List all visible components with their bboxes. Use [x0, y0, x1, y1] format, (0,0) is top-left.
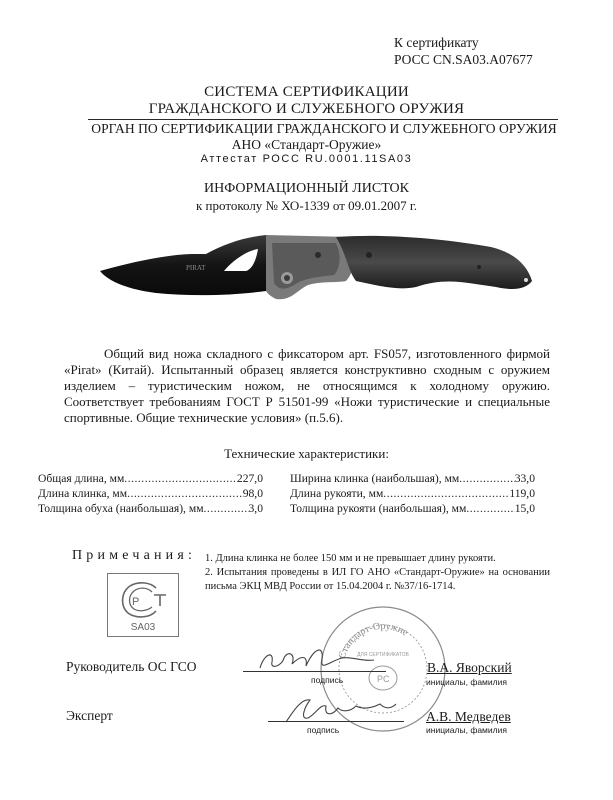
spec-row-handle-length [290, 486, 535, 501]
spec-value: 3,0 [248, 502, 263, 515]
certificate-ref-number: РОСС CN.SA03.A07677 [394, 52, 533, 67]
spec-label: Толщина рукояти (наибольшая), мм [290, 502, 467, 515]
spec-row-blade-length [38, 486, 263, 501]
spec-value: 33,0 [514, 472, 535, 485]
spec-row-spine-thickness [38, 501, 263, 516]
organization-name: АНО «Стандарт-Оружие» [231, 137, 382, 152]
document-title: ИНФОРМАЦИОННЫЙ ЛИСТОК [203, 181, 410, 196]
spec-row-blade-width [290, 471, 535, 486]
system-title-line1: СИСТЕМА СЕРТИФИКАЦИИ [204, 84, 409, 100]
specs-title: Технические характеристики: [224, 446, 389, 461]
spec-value: 15,0 [514, 502, 535, 515]
stamp-inner-text: ДЛЯ СЕРТИФИКАТОВ [357, 652, 409, 658]
blade-logo: PIRAT [186, 264, 206, 272]
attestat-number: Аттестат РОСС RU.0001.11SA03 [200, 153, 413, 165]
notes-list [205, 552, 550, 594]
gost-conformity-mark [107, 573, 179, 637]
head-role-label: Руководитель ОС ГСО [66, 659, 197, 674]
notes-label: Примечания: [72, 548, 197, 563]
head-name-caption: инициалы, фамилия [426, 677, 507, 687]
spec-row-total-length [38, 471, 263, 486]
head-signature-line [243, 671, 386, 672]
spec-value: 119,0 [509, 487, 535, 500]
spec-label: Длина клинка, мм [38, 487, 128, 500]
specs-left-column [38, 471, 263, 516]
head-name: В.А. Яворский [427, 660, 512, 675]
header-divider [88, 119, 558, 120]
protocol-reference: к протоколу № ХО-1339 от 09.01.2007 г. [195, 198, 418, 213]
knife-image [96, 225, 536, 310]
certification-organ: ОРГАН ПО СЕРТИФИКАЦИИ ГРАЖДАНСКОГО И СЛУЖЕБНОГО ОРУЖИЯ [91, 121, 557, 136]
spec-row-handle-thickness [290, 501, 535, 516]
gost-mark-code: SA03 [130, 622, 156, 633]
expert-signature-caption: подпись [307, 725, 340, 735]
spec-label: Ширина клинка (наибольшая), мм [290, 472, 460, 485]
expert-role-label: Эксперт [66, 708, 113, 723]
spec-label: Длина рукояти, мм [290, 487, 384, 500]
specs-right-column [290, 471, 535, 516]
expert-name-caption: инициалы, фамилия [426, 725, 507, 735]
pct-mark-icon [108, 574, 178, 636]
certificate-reference [394, 34, 533, 68]
expert-signature-line [268, 721, 404, 722]
spec-value: 227,0 [236, 472, 263, 485]
svg-text:P: P [132, 596, 140, 608]
certificate-ref-line1: К сертификату [394, 35, 479, 50]
spec-label: Общая длина, мм [38, 472, 125, 485]
head-signature-caption: подпись [311, 675, 344, 685]
expert-name: А.В. Медведев [426, 709, 511, 724]
note-item: 1. Длина клинка не более 150 мм и не превышает длину рукояти. [205, 553, 496, 564]
system-title-line2: ГРАЖДАНСКОГО И СЛУЖЕБНОГО ОРУЖИЯ [148, 101, 465, 117]
spec-value: 98,0 [242, 487, 263, 500]
svg-text:PC: PC [377, 674, 390, 684]
head-signature-icon [252, 640, 382, 680]
stamp-outer-text: Стандарт-Оружие [336, 620, 410, 661]
spec-label: Толщина обуха (наибольшая), мм [38, 502, 204, 515]
knife-description [64, 346, 550, 426]
note-item: 2. Испытания проведены в ИЛ ГО АНО «Стандарт-Оружие» на основании письма ЭКЦ МВД России от 15.04.2004 г. №37/16-1714. [205, 567, 550, 592]
expert-signature-icon [280, 690, 400, 730]
description-text: Общий вид ножа складного с фиксатором арт. FS057, изготовленного фирмой «Pirat» (Китай). Испытанный образец является конструктивно сходным с оружием изделием – туристическим ножом, не относящимся к холодному оружию. Соответствует требованиям ГОСТ Р 51501-99 «Ножи туристические и специальные спортивные. Общие технические условия» (п.5.6). [64, 346, 550, 425]
